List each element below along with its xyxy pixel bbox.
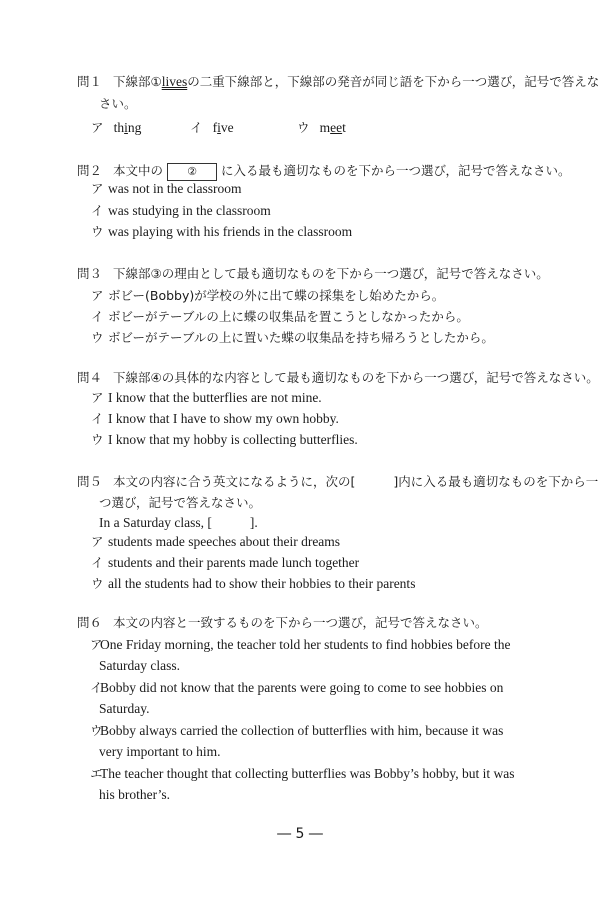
q5-text: 本文の内容に合う英文になるように，次の[ ]内に入る最も適切なものを下から一 [113, 474, 599, 489]
q5-option-b-text: students and their parents made lunch together [108, 555, 360, 570]
q1-option-b: イ five [190, 120, 234, 135]
q6-option-c-line2: very important to him. [99, 744, 221, 759]
q6-option-b-mark: イ [90, 680, 103, 695]
q5-option-c-text: all the students had to show their hobbies to their parents [108, 576, 416, 591]
q5-sentence: In a Saturday class, [ ]. [99, 515, 258, 530]
q2-number: 問２ [77, 163, 103, 178]
q1-text: 下線部①livesの二重下線部と，下線部の発音が同じ語を下から一つ選び，記号で答えな [113, 74, 600, 89]
q3-number: 問３ [77, 266, 103, 281]
q6-option-d-mark: エ [90, 766, 103, 781]
q6-option-c-line1: Bobby always carried the collection of butterflies with him, because it was [100, 723, 504, 738]
q1-option-c: ウ meet [297, 120, 346, 135]
q4-option-c-mark: ウ [91, 432, 104, 447]
q4-option-a-mark: ア [91, 390, 104, 405]
q6-option-b-line1: Bobby did not know that the parents were going to come to see hobbies on [100, 680, 504, 695]
q3-text: 下線部③の理由として最も適切なものを下から一つ選び，記号で答えなさい。 [113, 266, 549, 281]
page-number: ― 5 ― [277, 826, 323, 842]
q5-option-a-text: students made speeches about their dreams [108, 534, 341, 549]
q2-option-b-text: was studying in the classroom [108, 203, 271, 218]
q4-option-b-text: I know that I have to show my own hobby. [108, 411, 339, 426]
q3-option-a-text: ボビー(Bobby)が学校の外に出て蝶の採集をし始めたから。 [108, 288, 445, 303]
q3-option-b-mark: イ [91, 309, 104, 324]
q4-option-b-mark: イ [91, 411, 104, 426]
q6-text: 本文の内容と一致するものを下から一つ選び，記号で答えなさい。 [113, 615, 488, 630]
q3-option-c-text: ボビーがテーブルの上に置いた蝶の収集品を持ち帰ろうとしたから。 [108, 330, 494, 345]
q6-option-a-mark: ア [90, 637, 103, 652]
q3-option-b-text: ボビーがテーブルの上に蝶の収集品を置こうとしなかったから。 [108, 309, 469, 324]
q1-target-word: lives [161, 74, 188, 89]
q5-option-b-mark: イ [91, 555, 104, 570]
q6-option-b-line2: Saturday. [99, 701, 150, 716]
q5-option-a-mark: ア [91, 534, 104, 549]
q5-option-c-mark: ウ [91, 576, 104, 591]
q6-option-c-mark: ウ [90, 723, 103, 738]
q4-number: 問４ [77, 370, 103, 385]
q2-blank-box: ② [167, 163, 217, 181]
q6-option-d-line2: his brother’s. [99, 787, 170, 802]
q5-text-continued: つ選び，記号で答えなさい。 [99, 495, 262, 510]
q2-option-c-text: was playing with his friends in the classroom [108, 224, 353, 239]
q1-option-a: ア thing [91, 120, 142, 135]
q6-number: 問６ [77, 615, 103, 630]
q2-option-a-mark: ア [91, 181, 104, 196]
q3-option-c-mark: ウ [91, 330, 104, 345]
q3-option-a-mark: ア [91, 288, 104, 303]
q2-option-a-text: was not in the classroom [108, 181, 242, 196]
q4-option-a-text: I know that the butterflies are not mine. [108, 390, 322, 405]
q4-option-c-text: I know that my hobby is collecting butterflies. [108, 432, 358, 447]
q1-number: 問１ [77, 74, 103, 89]
q4-text: 下線部④の具体的な内容として最も適切なものを下から一つ選び，記号で答えなさい。 [113, 370, 599, 385]
q6-option-a-line2: Saturday class. [99, 658, 180, 673]
q5-number: 問５ [77, 474, 103, 489]
q2-option-b-mark: イ [91, 203, 104, 218]
q6-option-d-line1: The teacher thought that collecting butterflies was Bobby’s hobby, but it was [100, 766, 515, 781]
q2-option-c-mark: ウ [91, 224, 104, 239]
q1-text-continued: さい。 [99, 96, 137, 111]
q6-option-a-line1: One Friday morning, the teacher told her students to find hobbies before the [100, 637, 511, 652]
q2-text: 本文中の ② に入る最も適切なものを下から一つ選び，記号で答えなさい。 [113, 162, 571, 181]
